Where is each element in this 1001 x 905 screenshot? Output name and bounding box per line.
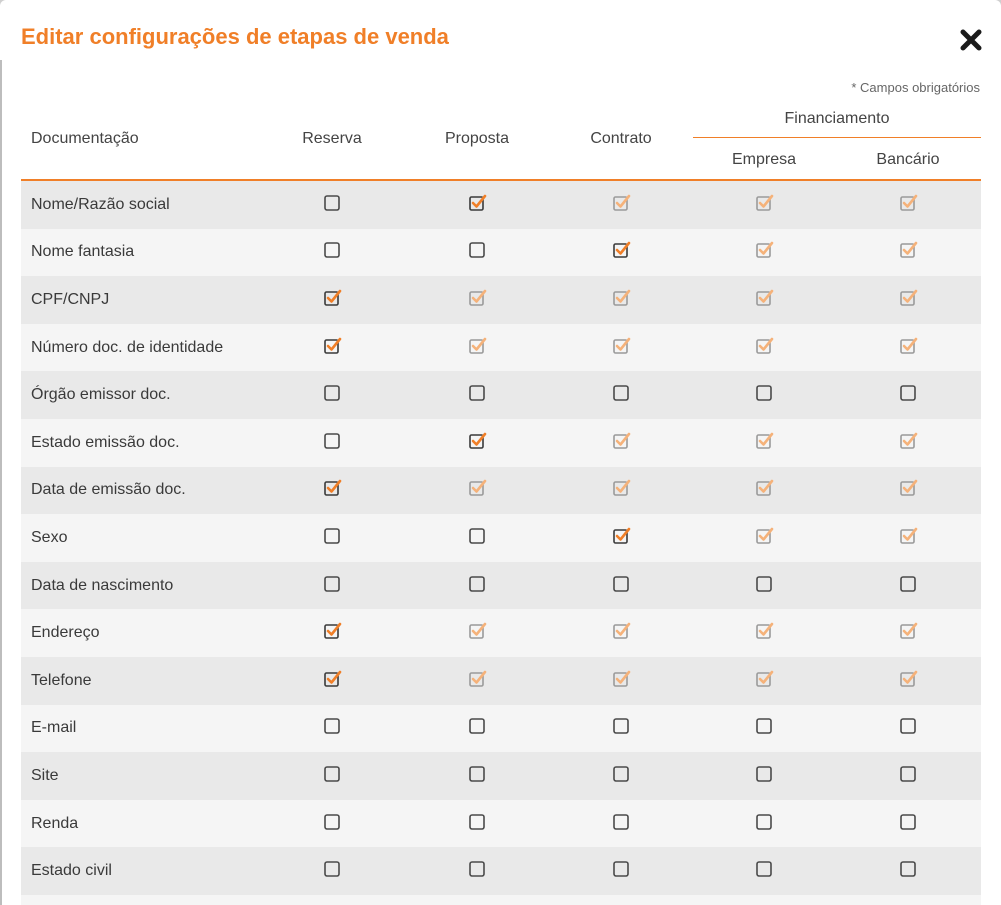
column-header-reserva: Reserva xyxy=(302,130,362,147)
column-header-bancario: Bancário xyxy=(876,151,940,168)
checkbox-bancario xyxy=(898,431,918,451)
checkbox-proposta[interactable] xyxy=(467,764,487,784)
checkbox-bancario xyxy=(898,193,918,213)
close-icon[interactable] xyxy=(958,27,984,53)
row-label: E-mail xyxy=(31,719,77,737)
checkbox-contrato[interactable] xyxy=(611,716,631,736)
checkbox-proposta xyxy=(467,288,487,308)
checkbox-empresa[interactable] xyxy=(754,716,774,736)
checkbox-contrato[interactable] xyxy=(611,859,631,879)
row-label: Data de nascimento xyxy=(31,576,174,594)
checkbox-bancario[interactable] xyxy=(898,716,918,736)
table-row xyxy=(21,895,981,905)
checkbox-proposta[interactable] xyxy=(467,574,487,594)
checkbox-reserva[interactable] xyxy=(322,764,342,784)
table-row xyxy=(21,705,981,753)
row-label: Estado civil xyxy=(31,862,112,880)
table-row xyxy=(21,229,981,277)
column-header-contrato: Contrato xyxy=(590,130,652,147)
checkbox-contrato[interactable] xyxy=(611,574,631,594)
checkbox-bancario[interactable] xyxy=(898,574,918,594)
checkbox-proposta[interactable] xyxy=(467,526,487,546)
table-row xyxy=(21,371,981,419)
checkbox-bancario[interactable] xyxy=(898,764,918,784)
checkbox-empresa xyxy=(754,621,774,641)
checkbox-contrato[interactable] xyxy=(611,240,631,260)
table-row xyxy=(21,276,981,324)
table-row xyxy=(21,324,981,372)
checkbox-bancario[interactable] xyxy=(898,859,918,879)
checkbox-empresa xyxy=(754,193,774,213)
checkbox-reserva[interactable] xyxy=(322,526,342,546)
documentation-table-body xyxy=(21,181,981,905)
checkbox-reserva[interactable] xyxy=(322,288,342,308)
row-label: Sexo xyxy=(31,528,68,546)
table-row xyxy=(21,562,981,610)
checkbox-reserva[interactable] xyxy=(322,193,342,213)
column-header-proposta: Proposta xyxy=(444,130,510,147)
financiamento-divider xyxy=(693,137,981,138)
table-row xyxy=(21,181,981,229)
checkbox-reserva[interactable] xyxy=(322,669,342,689)
row-label: Data de emissão doc. xyxy=(31,481,186,499)
checkbox-contrato xyxy=(611,621,631,641)
checkbox-bancario xyxy=(898,478,918,498)
row-label: Endereço xyxy=(31,624,100,642)
checkbox-bancario xyxy=(898,669,918,689)
checkbox-proposta[interactable] xyxy=(467,859,487,879)
checkbox-bancario xyxy=(898,336,918,356)
checkbox-proposta xyxy=(467,621,487,641)
table-row xyxy=(21,657,981,705)
checkbox-empresa xyxy=(754,240,774,260)
checkbox-empresa[interactable] xyxy=(754,383,774,403)
checkbox-reserva[interactable] xyxy=(322,383,342,403)
row-label: Estado emissão doc. xyxy=(31,433,180,451)
checkbox-bancario xyxy=(898,240,918,260)
checkbox-reserva[interactable] xyxy=(322,716,342,736)
checkbox-bancario[interactable] xyxy=(898,812,918,832)
checkbox-empresa[interactable] xyxy=(754,764,774,784)
modal-title: Editar configurações de etapas de venda xyxy=(21,24,449,49)
checkbox-bancario[interactable] xyxy=(898,383,918,403)
checkbox-reserva[interactable] xyxy=(322,574,342,594)
row-label: Site xyxy=(31,766,59,784)
checkbox-bancario xyxy=(898,621,918,641)
checkbox-reserva[interactable] xyxy=(322,336,342,356)
checkbox-proposta xyxy=(467,669,487,689)
checkbox-bancario xyxy=(898,526,918,546)
table-row xyxy=(21,847,981,895)
table-row xyxy=(21,514,981,562)
checkbox-reserva[interactable] xyxy=(322,240,342,260)
checkbox-proposta xyxy=(467,478,487,498)
row-label: Telefone xyxy=(31,671,92,689)
row-label: CPF/CNPJ xyxy=(31,290,110,308)
checkbox-contrato xyxy=(611,431,631,451)
table-row xyxy=(21,800,981,848)
row-label: Número doc. de identidade xyxy=(31,338,224,356)
checkbox-contrato xyxy=(611,193,631,213)
checkbox-proposta[interactable] xyxy=(467,431,487,451)
checkbox-empresa xyxy=(754,526,774,546)
checkbox-empresa[interactable] xyxy=(754,812,774,832)
table-row xyxy=(21,467,981,515)
table-row xyxy=(21,752,981,800)
row-label: Nome/Razão social xyxy=(31,195,170,213)
checkbox-contrato xyxy=(611,478,631,498)
column-header-financiamento: Financiamento xyxy=(784,110,890,127)
checkbox-reserva[interactable] xyxy=(322,812,342,832)
checkbox-proposta[interactable] xyxy=(467,812,487,832)
checkbox-contrato xyxy=(611,288,631,308)
checkbox-contrato[interactable] xyxy=(611,383,631,403)
required-fields-note: * Campos obrigatórios xyxy=(851,80,980,95)
checkbox-bancario xyxy=(898,288,918,308)
row-label: Nome fantasia xyxy=(31,243,135,261)
checkbox-contrato xyxy=(611,336,631,356)
checkbox-proposta xyxy=(467,336,487,356)
checkbox-reserva[interactable] xyxy=(322,621,342,641)
checkbox-empresa xyxy=(754,478,774,498)
checkbox-proposta[interactable] xyxy=(467,716,487,736)
table-row xyxy=(21,609,981,657)
checkbox-empresa[interactable] xyxy=(754,859,774,879)
checkbox-contrato[interactable] xyxy=(611,526,631,546)
table-row xyxy=(21,419,981,467)
checkbox-proposta[interactable] xyxy=(467,193,487,213)
checkbox-empresa[interactable] xyxy=(754,574,774,594)
checkbox-contrato xyxy=(611,669,631,689)
checkbox-empresa xyxy=(754,336,774,356)
row-label: Renda xyxy=(31,814,79,832)
row-label: Órgão emissor doc. xyxy=(31,386,171,404)
column-header-documentacao: Documentação xyxy=(31,130,139,147)
checkbox-empresa xyxy=(754,288,774,308)
column-header-empresa: Empresa xyxy=(731,151,797,168)
checkbox-empresa xyxy=(754,669,774,689)
checkbox-reserva[interactable] xyxy=(322,431,342,451)
checkbox-contrato[interactable] xyxy=(611,812,631,832)
checkbox-reserva[interactable] xyxy=(322,859,342,879)
checkbox-proposta[interactable] xyxy=(467,383,487,403)
checkbox-empresa xyxy=(754,431,774,451)
modal-edge xyxy=(0,60,2,905)
checkbox-proposta[interactable] xyxy=(467,240,487,260)
checkbox-contrato[interactable] xyxy=(611,764,631,784)
checkbox-reserva[interactable] xyxy=(322,478,342,498)
